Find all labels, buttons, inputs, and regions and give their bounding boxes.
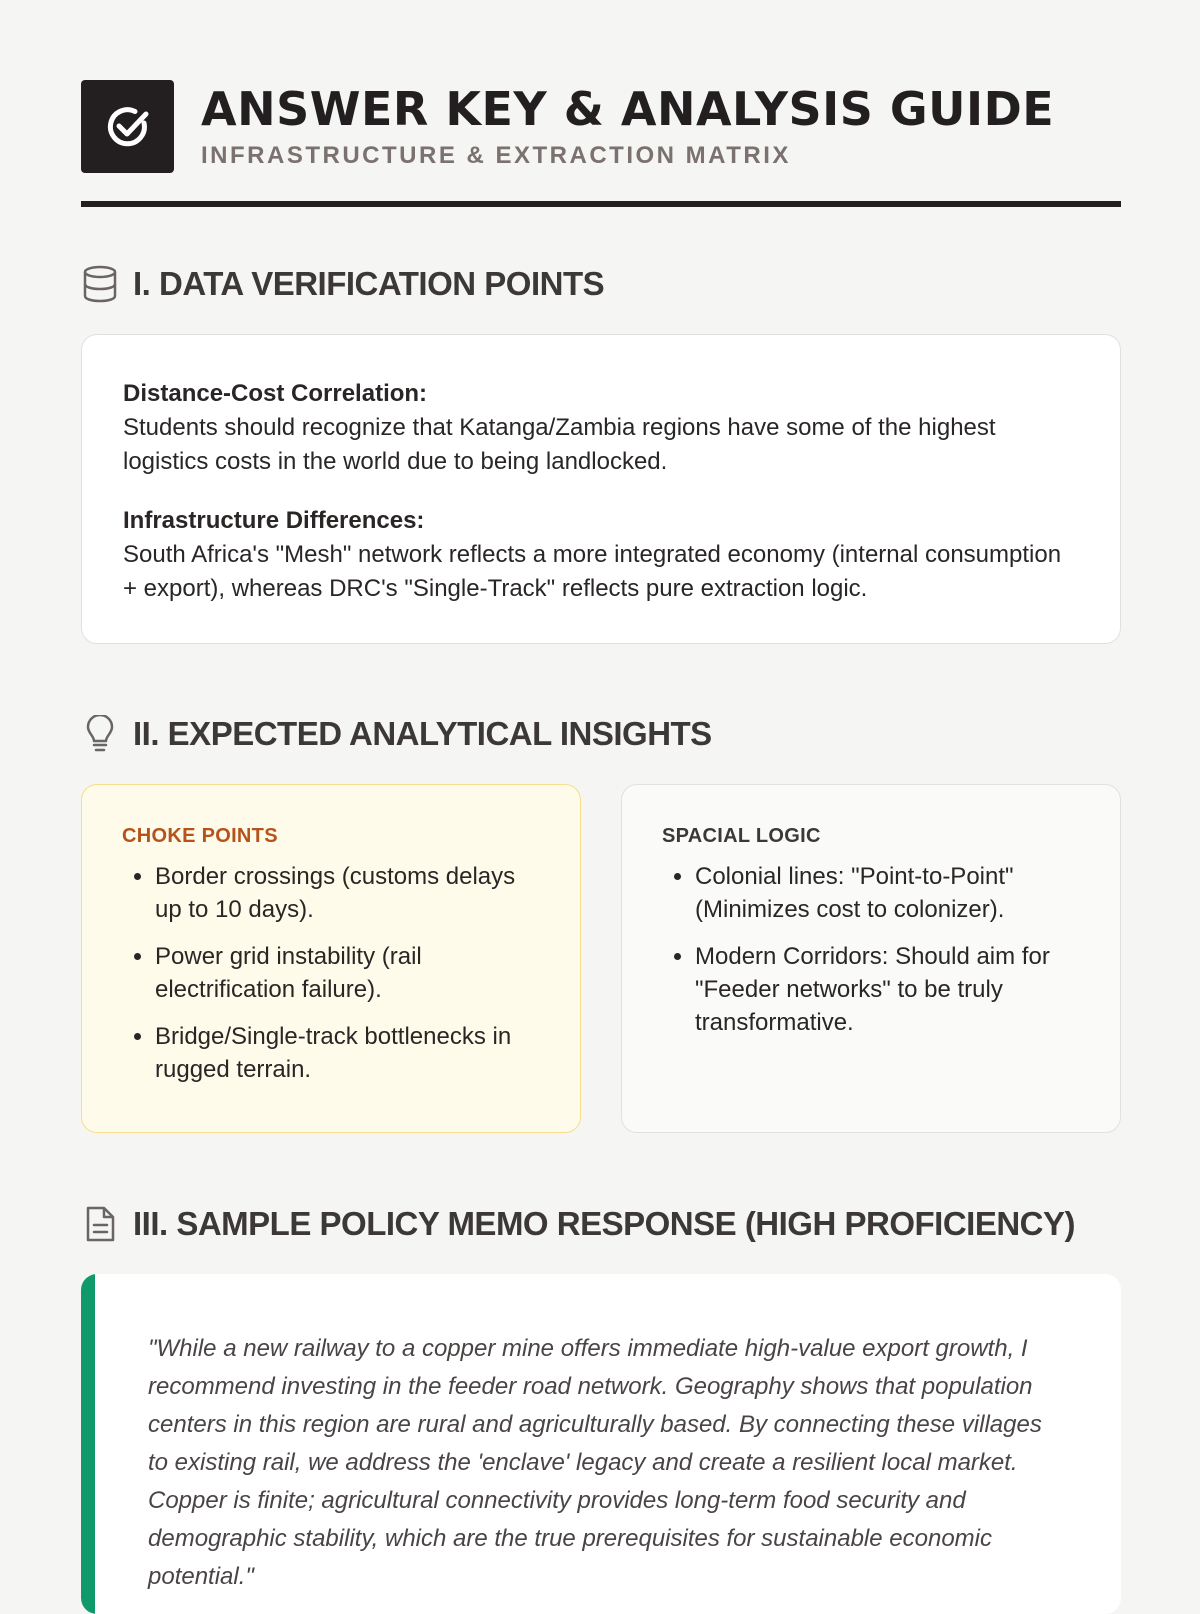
list-item: • Modern Corridors: Should aim for "Feeder networks" to be truly transformative. [695, 940, 1080, 1039]
point-text: Students should recognize that Katanga/Zambia regions have some of the highest logistics costs in the world due to being landlocked. [123, 414, 996, 475]
database-icon [81, 265, 119, 303]
section-title: I. DATA VERIFICATION POINTS [133, 265, 605, 302]
point-text: South Africa's "Mesh" network reflects a more integrated economy (internal consumption + export), whereas DRC's "Single-Track" reflects pure extraction logic. [123, 541, 1062, 602]
page-header [81, 80, 1121, 207]
policy-memo-card [81, 1274, 1121, 1614]
choke-points-card [81, 784, 581, 1133]
page-title: ANSWER KEY & ANALYSIS GUIDE [201, 82, 1055, 136]
choke-points-list [122, 860, 540, 1086]
section-title: II. EXPECTED ANALYTICAL INSIGHTS [133, 715, 712, 752]
data-verification-card [81, 334, 1121, 644]
verification-point [123, 504, 1080, 606]
memo-accent-bar [81, 1274, 95, 1614]
spacial-logic-list [662, 860, 1080, 1039]
section-title: III. SAMPLE POLICY MEMO RESPONSE (HIGH PROFICIENCY) [133, 1205, 1075, 1242]
card-label: SPACIAL LOGIC [662, 825, 821, 847]
point-term: Infrastructure Differences: [123, 507, 425, 534]
list-item: • Border crossings (customs delays up to 10 days). [155, 860, 540, 926]
point-term: Distance-Cost Correlation: [123, 380, 428, 407]
memo-quote: "While a new railway to a copper mine offers immediate high-value export growth, I recommend investing in the feeder road network. Geography shows that population centers in this region are rural and agriculturally based. By connecting these villages to existing rail, we address the 'enclave' legacy and create a resilient local market. Copper is finite; agricultural connectivity provides long-term food security and demographic stability, which are the true prerequisites for sustainable economic potential." [148, 1335, 1042, 1590]
list-item: • Bridge/Single-track bottlenecks in rugged terrain. [155, 1020, 540, 1086]
card-label: CHOKE POINTS [122, 825, 278, 847]
section-heading-data-verification [81, 265, 604, 303]
list-item: • Colonial lines: "Point-to-Point" (Minimizes cost to colonizer). [695, 860, 1080, 926]
document-icon [81, 1205, 119, 1243]
page-subtitle: INFRASTRUCTURE & EXTRACTION MATRIX [201, 142, 791, 169]
section-heading-memo [81, 1205, 1075, 1243]
section-heading-insights [81, 715, 712, 753]
verification-point [123, 377, 1080, 479]
check-circle-icon [81, 80, 174, 173]
list-item: • Power grid instability (rail electrification failure). [155, 940, 540, 1006]
spacial-logic-card [621, 784, 1121, 1133]
lightbulb-icon [81, 715, 119, 753]
